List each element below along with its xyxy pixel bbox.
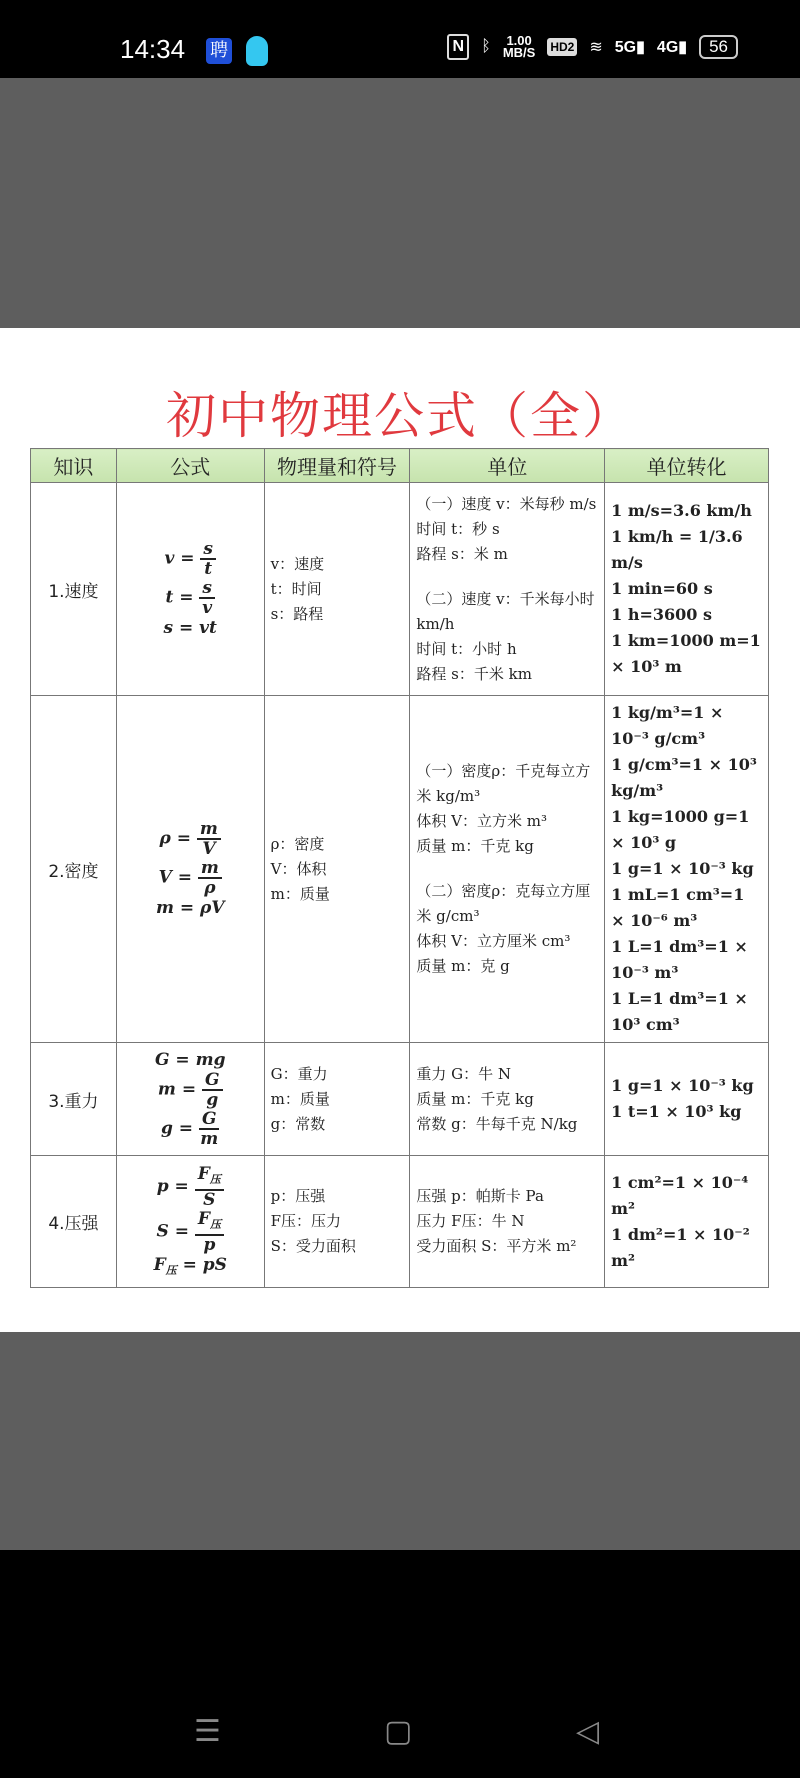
quantities-line: m：质量 [270,1089,330,1108]
conversions-cell [605,1043,769,1156]
formula-lhs: t = [165,587,194,608]
status-bar [0,0,800,78]
formula-text: G = mg [154,1050,226,1070]
numerator-text: G [205,1070,220,1090]
conversions-line: 1 L=1 dm³=1 × 10³ cm³ [611,989,748,1034]
conversions-line: 1 km=1000 m=1 × 10³ m [611,631,761,676]
units-line: 路程 s：千米 km [416,664,532,683]
quantities-cell [264,1156,410,1288]
numerator-text: G [201,1109,217,1129]
numerator [195,1210,224,1236]
signal-4g-icon: 4G▮ [656,39,688,56]
clock: 14:34 [120,34,186,64]
denominator: m [200,1129,219,1149]
qq-icon [246,36,268,66]
conversions-line: 1 L=1 dm³=1 × 10⁻³ m³ [611,937,748,982]
formula [117,1050,264,1070]
formula [117,859,264,897]
conversions-line: 1 kg/m³=1 × 10⁻³ g/cm³ [611,703,724,748]
quantities-line: g：常数 [270,1114,326,1133]
spacer [416,567,598,587]
topic-cell: 1.速度 [31,483,117,696]
units-line: （一）速度 v：米每秒 m/s [416,494,597,513]
units-line: 体积 V：立方厘米 cm³ [416,932,571,950]
formula-text: m = ρV [155,898,225,918]
formula-lhs: v = [164,548,195,569]
denominator: g [206,1090,219,1110]
quantities-line: G：重力 [270,1064,328,1083]
conversions-line: 1 m/s=3.6 km/h [611,501,752,520]
formula [117,1110,264,1148]
formula [117,1071,264,1109]
numerator-text: m [200,858,219,878]
numerator-text: s [203,539,213,559]
quantities-line: p：压强 [270,1187,326,1205]
formula [117,898,264,918]
image-viewer[interactable] [0,328,800,1332]
units-cell [410,483,605,696]
net2-label: 4G [656,39,679,56]
conversions-line: 1 h=3600 s [611,605,712,624]
denominator: p [203,1235,216,1255]
conversions-cell [605,483,769,696]
units-line: 质量 m：千克 kg [416,837,534,855]
denominator: S [203,1190,216,1210]
column-header: 单位 [410,449,605,483]
formula [117,618,264,638]
table-row [31,483,769,696]
quantities-line: F压：压力 [270,1212,342,1230]
wifi-icon: ≋ [589,39,603,56]
quantities-cell [264,1043,410,1156]
battery-icon: 56 [699,35,738,59]
speed-unit: MB/S [502,45,536,60]
menu-button[interactable]: ☰ [194,1714,221,1749]
speed-value: 1.00 [506,33,532,48]
subscript: 压 [209,1173,221,1186]
formula-lhs: V = [158,867,192,888]
formula [117,579,264,617]
formula-cell [116,1043,264,1156]
formula [117,1210,264,1254]
formula-cell [116,483,264,696]
units-line: 体积 V：立方米 m³ [416,812,547,830]
quantities-cell [264,483,410,696]
subscript: 压 [165,1264,177,1277]
conversions-cell [605,696,769,1043]
recruit-app-icon: 聘 [206,38,232,64]
formula [117,540,264,578]
numerator [202,1071,223,1091]
topic-cell: 4.压强 [31,1156,117,1288]
topic-cell: 3.重力 [31,1043,117,1156]
formula [117,820,264,858]
formula-cell [116,1156,264,1288]
column-header: 公式 [116,449,264,483]
units-line: 压强 p：帕斯卡 Pa [416,1187,544,1205]
quantities-line: t：时间 [270,579,322,598]
formula [117,1165,264,1209]
formula-text: s = vt [163,618,217,638]
conversions-line: 1 kg=1000 g=1 × 10³ g [611,807,750,852]
denominator: v [202,598,213,618]
back-button[interactable]: ◁ [576,1714,600,1749]
formula-lhs: g = [160,1118,194,1139]
home-button[interactable]: ▢ [384,1714,413,1749]
hd-icon: HD2 [547,38,577,56]
table-row [31,1043,769,1156]
denominator: V [202,839,216,859]
quantities-line: V：体积 [270,859,327,878]
column-header: 单位转化 [605,449,769,483]
units-cell [410,1156,605,1288]
subscript: 压 [209,1218,221,1231]
topic-cell: 2.密度 [31,696,117,1043]
numerator-text: s [202,578,212,598]
formula-lhs: m = [157,1079,197,1100]
numerator [198,859,222,879]
formula-table [30,448,769,1288]
table-row [31,696,769,1043]
network-speed [503,35,536,59]
units-line: 压力 F压：牛 N [416,1212,525,1230]
numerator [199,579,215,599]
numerator-text: F [197,1164,210,1184]
column-header: 物理量和符号 [264,449,410,483]
units-line: （一）密度ρ：千克每立方米 kg/m³ [416,762,591,805]
units-line: 受力面积 S：平方米 m² [416,1237,577,1255]
units-line: （二）密度ρ：克每立方厘米 g/cm³ [416,882,591,925]
conversions-cell [605,1156,769,1288]
units-cell [410,696,605,1043]
denominator: t [204,559,213,579]
formula [117,1255,264,1278]
numerator [197,820,221,840]
formula-text: = pS [182,1255,227,1275]
quantities-line: v：速度 [270,554,325,573]
units-line: 时间 t：小时 h [416,639,517,658]
quantities-cell [264,696,410,1043]
formula-lhs: S = [156,1221,189,1242]
conversions-line: 1 g=1 × 10⁻³ kg [611,1076,754,1095]
formula-cell [116,696,264,1043]
formula-lhs: p = [156,1176,189,1197]
conversions-line: 1 t=1 × 10³ kg [611,1102,742,1121]
quantities-line: S：受力面积 [270,1237,356,1255]
formula-lhs: ρ = [159,828,191,849]
numerator-text: m [199,819,218,839]
bluetooth-icon: ᛒ [481,38,491,55]
quantities-line: ρ：密度 [270,834,325,853]
formula-text: F [153,1255,166,1275]
column-header: 知识 [31,449,117,483]
page-title: 初中物理公式（全） [166,387,634,445]
numerator [199,1110,220,1130]
quantities-line: s：路程 [270,604,324,623]
conversions-line: 1 km/h = 1/3.6 m/s [611,527,743,572]
quantities-line: m：质量 [270,884,330,903]
conversions-line: 1 mL=1 cm³=1 × 10⁻⁶ m³ [611,885,745,930]
conversions-line: 1 cm²=1 × 10⁻⁴ m² [611,1172,749,1218]
units-line: 质量 m：克 g [416,957,510,975]
denominator: ρ [204,878,216,898]
units-line: 时间 t：秒 s [416,519,500,538]
conversions-line: 1 g=1 × 10⁻³ kg [611,859,754,878]
units-line: 质量 m：千克 kg [416,1089,534,1108]
units-line: 重力 G：牛 N [416,1064,512,1083]
nfc-icon: N [447,34,469,60]
spacer [416,859,598,879]
conversions-line: 1 dm²=1 × 10⁻² m² [611,1224,750,1270]
numerator [195,1165,224,1191]
table-row [31,1156,769,1288]
units-line: 路程 s：米 m [416,544,508,563]
signal-5g-icon: 5G▮ [614,39,645,56]
conversions-line: 1 g/cm³=1 × 10³ kg/m³ [611,755,757,800]
units-line: （二）速度 v：千米每小时 km/h [416,589,595,633]
numerator [200,540,216,560]
numerator-text: F [197,1209,210,1229]
units-cell [410,1043,605,1156]
net1-label: 5G [614,39,637,56]
conversions-line: 1 min=60 s [611,579,713,598]
units-line: 常数 g：牛每千克 N/kg [416,1114,578,1133]
